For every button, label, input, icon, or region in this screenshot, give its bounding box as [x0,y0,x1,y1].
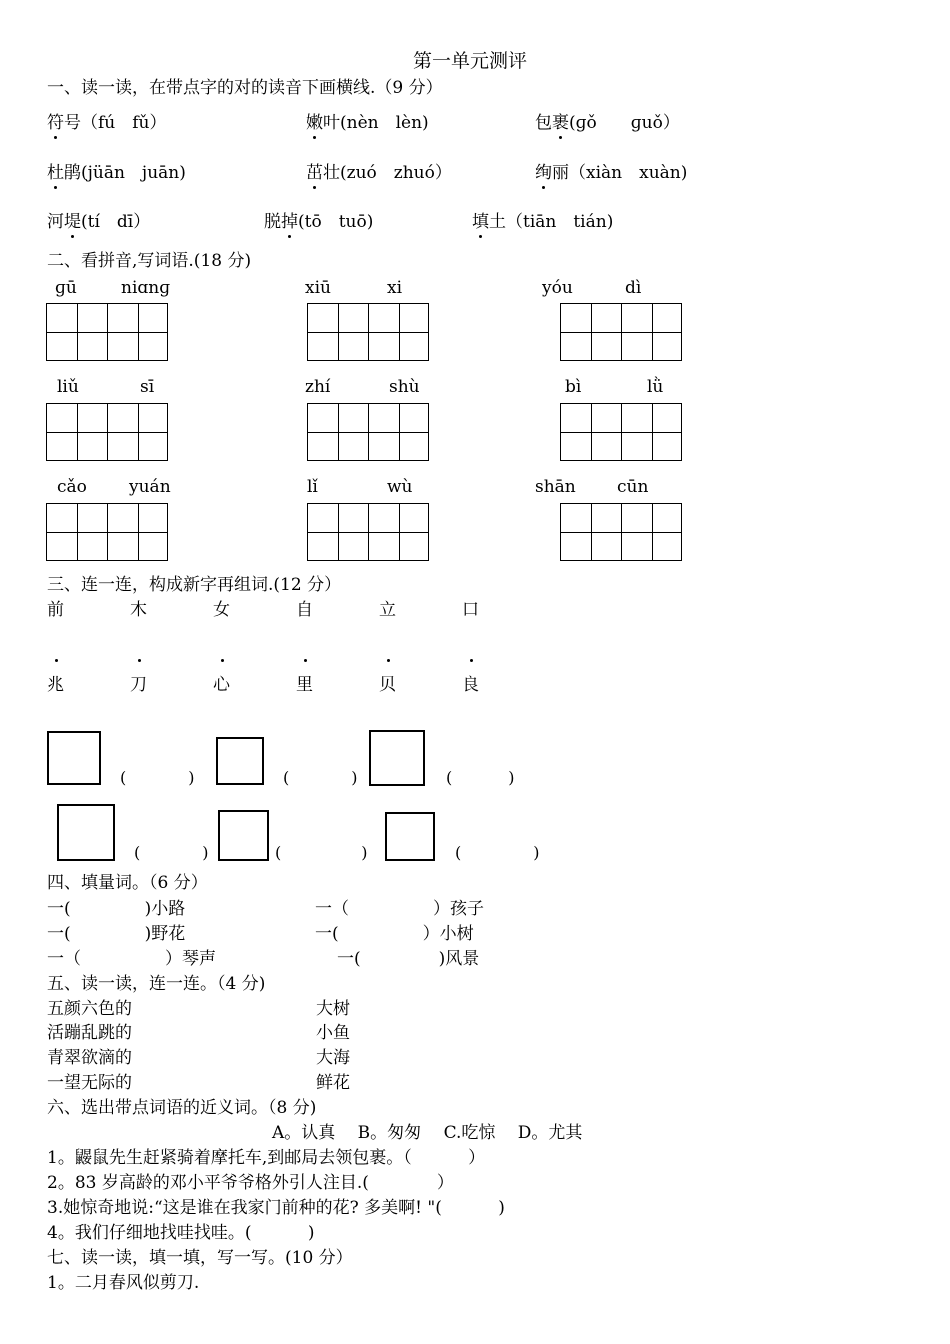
match-left[interactable]: 一望无际的 [47,1073,132,1093]
poem-line: 1。二月春风似剪刀. [47,1273,200,1293]
writing-grid[interactable] [307,503,429,561]
synonym-question[interactable]: 1。鼹鼠先生赶紧骑着摩托车,到邮局去领包裹。（ ） [47,1148,486,1168]
writing-grid[interactable] [560,303,682,361]
writing-grid[interactable] [307,403,429,461]
page-title: 第一单元测评 [413,50,528,72]
connect-dot[interactable] [304,659,307,662]
measure-word-item[interactable]: 一( )风景 [337,949,480,969]
char-top: 木 [130,600,147,620]
pinyin-syllable: cǎo [57,477,87,497]
word-blank[interactable]: ( ) [283,768,358,787]
measure-word-item[interactable]: 一( ）小树 [315,924,474,944]
pinyin-item: 杜鹃(jüān juān) [47,163,186,183]
char-bottom: 兆 [47,675,64,695]
connect-dot[interactable] [221,659,224,662]
pinyin-item: 嫩叶(nèn lèn) [306,113,429,133]
char-top: 口 [462,600,479,620]
pinyin-item: 符号（fú fǔ） [47,113,167,133]
char-top: 立 [379,600,396,620]
pinyin-syllable: niɑnɡ [121,278,171,298]
section-3-heading: 三、连一连，构成新字再组词.(12 分） [47,575,342,595]
match-right[interactable]: 大树 [316,999,350,1019]
pinyin-item: 脱掉(tō tuō) [264,212,374,232]
section-7-heading: 七、读一读，填一填，写一写。(10 分） [47,1248,353,1268]
pinyin-syllable: yóu [542,278,573,298]
pinyin-syllable: yuán [129,477,171,497]
char-bottom: 里 [296,675,313,695]
match-right[interactable]: 小鱼 [316,1023,350,1043]
char-bottom: 贝 [379,675,396,695]
pinyin-item: 填土（tiān tián) [472,212,614,232]
pinyin-item: 茁壮(zuó zhuó） [306,163,452,183]
answer-box[interactable] [47,731,101,785]
match-right[interactable]: 鲜花 [316,1073,350,1093]
measure-word-item[interactable]: 一（ ）孩子 [315,899,484,919]
section-5-heading: 五、读一读，连一连。（4 分) [47,974,266,994]
pinyin-item: 绚丽（xiàn xuàn) [535,163,688,183]
section-4-heading: 四、填量词。（6 分） [47,873,208,893]
connect-dot[interactable] [387,659,390,662]
word-blank[interactable]: ( ) [446,768,515,787]
pinyin-item: 河堤(tí dī） [47,212,151,232]
word-blank[interactable]: ( ) [455,843,540,862]
connect-dot[interactable] [138,659,141,662]
word-blank[interactable]: ( ) [134,843,209,862]
char-bottom: 心 [213,675,230,695]
pinyin-syllable: liǔ [57,377,79,397]
answer-box[interactable] [216,737,264,785]
pinyin-syllable: shān [535,477,576,497]
pinyin-syllable: cūn [617,477,649,497]
word-blank[interactable]: ( ) [120,768,195,787]
match-left[interactable]: 青翠欲滴的 [47,1048,132,1068]
writing-grid[interactable] [307,303,429,361]
char-top: 前 [47,600,64,620]
answer-box[interactable] [385,812,435,861]
writing-grid[interactable] [560,503,682,561]
writing-grid[interactable] [560,403,682,461]
synonym-question[interactable]: 2。83 岁高龄的邓小平爷爷格外引人注目.( ） [47,1173,454,1193]
char-bottom: 良 [462,675,479,695]
answer-box[interactable] [369,730,425,786]
synonym-options: A。认真 B。匆匆 C.吃惊 D。尤其 [272,1123,583,1143]
measure-word-item[interactable]: 一( )小路 [47,899,186,919]
writing-grid[interactable] [46,303,168,361]
pinyin-syllable: shù [389,377,420,397]
pinyin-syllable: lǐ [307,477,318,497]
synonym-question[interactable]: 4。我们仔细地找哇找哇。( ) [47,1223,315,1243]
match-right[interactable]: 大海 [316,1048,350,1068]
answer-box[interactable] [218,810,269,861]
writing-grid[interactable] [46,403,168,461]
pinyin-item: 包裹(ɡǒ ɡuǒ） [535,113,680,133]
char-bottom: 刀 [130,675,147,695]
char-top: 自 [296,600,313,620]
pinyin-syllable: xiū [305,278,331,298]
pinyin-syllable: wù [387,477,413,497]
section-2-heading: 二、看拼音,写词语.(18 分) [47,251,252,271]
section-6-heading: 六、选出带点词语的近义词。（8 分) [47,1098,317,1118]
section-1-heading: 一、读一读，在带点字的对的读音下画横线.（9 分） [47,78,443,98]
connect-dot[interactable] [470,659,473,662]
word-blank[interactable]: ( ) [275,843,368,862]
pinyin-syllable: sī [140,377,155,397]
pinyin-syllable: lǜ [647,377,664,397]
pinyin-syllable: ɡū [55,278,77,298]
answer-box[interactable] [57,804,115,861]
measure-word-item[interactable]: 一( )野花 [47,924,186,944]
connect-dot[interactable] [55,659,58,662]
pinyin-syllable: dì [625,278,642,298]
char-top: 女 [213,600,230,620]
match-left[interactable]: 五颜六色的 [47,999,132,1019]
synonym-question[interactable]: 3.她惊奇地说:“这是谁在我家门前种的花? 多美啊! "( ) [47,1198,505,1218]
match-left[interactable]: 活蹦乱跳的 [47,1023,132,1043]
measure-word-item[interactable]: 一（ ）琴声 [47,949,216,969]
pinyin-syllable: bì [565,377,582,397]
pinyin-syllable: xi [387,278,403,298]
pinyin-syllable: zhí [305,377,331,397]
writing-grid[interactable] [46,503,168,561]
